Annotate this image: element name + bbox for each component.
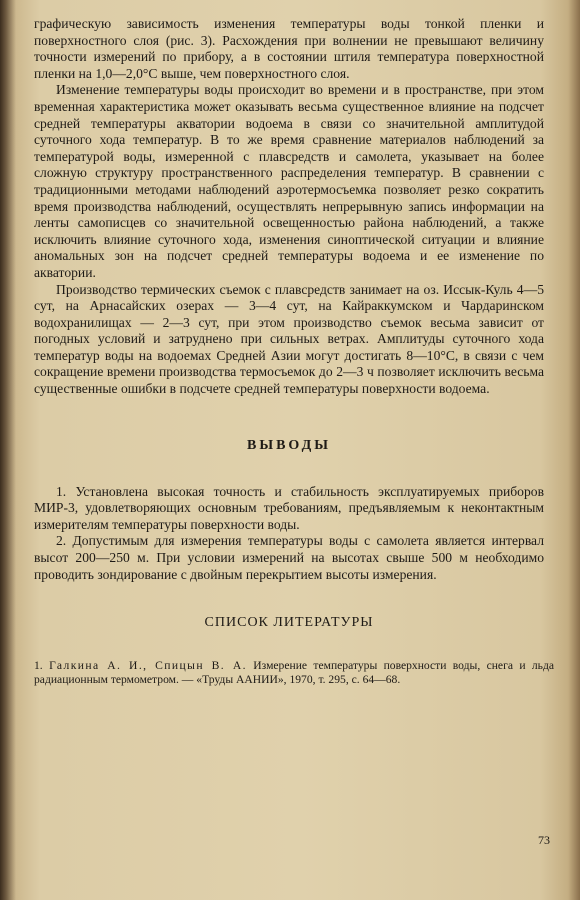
reference-item bbox=[34, 659, 554, 687]
paragraph-2: Изменение температуры воды происходит во времени и в пространстве, при этом временная характеристика может оказывать весьма существенное влияние на подсчет средней температуры акватории водоема в связи со значительной амплитудой суточного хода температур. В то же время сравнение материалов наблюдений за температурой воды, измеренной с плавсредств и самолета, указывает на более сложную структуру пространственного распределения температур. В сравнении с традиционными методами наблюдений аэротермосъемка позволяет резко сократить время производства наблюдений, осуществлять непрерывную запись информации на ленты самописцев со значительной освещенностью района наблюдений, а также исключить влияние суточного хода, изменения синоптической ситуации и влияние аномальных зон на подсчет средней температуры водоема и ее изменение по акватории. bbox=[34, 82, 544, 280]
conclusion-item-1: 1. Установлена высокая точность и стабильность эксплуатируемых приборов МИР-3, удовлетворяющих основным требованиям, предъявляемым к неконтактным измерителям температуры поверхности воды. bbox=[34, 483, 544, 532]
conclusions-heading: ВЫВОДЫ bbox=[247, 437, 331, 453]
paragraph-1: графическую зависимость изменения температуры воды тонкой пленки и поверхностного слоя (рис. 3). Расхождения при волнении не превышают величину точности измерений по прибору, а в состоянии штиля температура поверхностной пленки на 1,0—2,0°С выше, чем поверхностного слоя. bbox=[34, 16, 544, 81]
reference-text: Измерение температуры поверхности воды, снега и льда радиационным термометром. — «Труды ААНИИ», 1970, т. 295, с. 64—68. bbox=[34, 659, 554, 687]
conclusion-item-2: 2. Допустимым для измерения температуры воды с самолета является интервал высот 200—250 м. При условии измерений на высотах свыше 500 м необходимо проводить зондирование с двойным перекрытием высоты измерения. bbox=[34, 533, 544, 582]
references-heading: СПИСОК ЛИТЕРАТУРЫ bbox=[204, 615, 374, 631]
paragraph-3: Производство термических съемок с плавсредств занимает на оз. Иссык-Куль 4—5 сут, на Арнасайских озерах — 3—4 сут, на Кайраккумском и Чардаринском водохранилищах — 2—3 сут, при этом производство съемок весьма зависит от погодных условий и затруднено при сильных ветрах. Амплитуды суточного хода температур воды на водоемах Средней Азии могут достигать 8—10°С, в связи с чем сокращение времени производства термосъемок до 2—3 ч позволяет исключить весьма существенные ошибки в подсчете средней температуры поверхности водоема. bbox=[34, 281, 544, 397]
main-text bbox=[34, 16, 544, 631]
reference-authors: Галкина А. И., Спицын В. А. bbox=[49, 659, 247, 673]
page-number: 73 bbox=[538, 833, 550, 847]
reference-number: 1. bbox=[34, 659, 43, 673]
